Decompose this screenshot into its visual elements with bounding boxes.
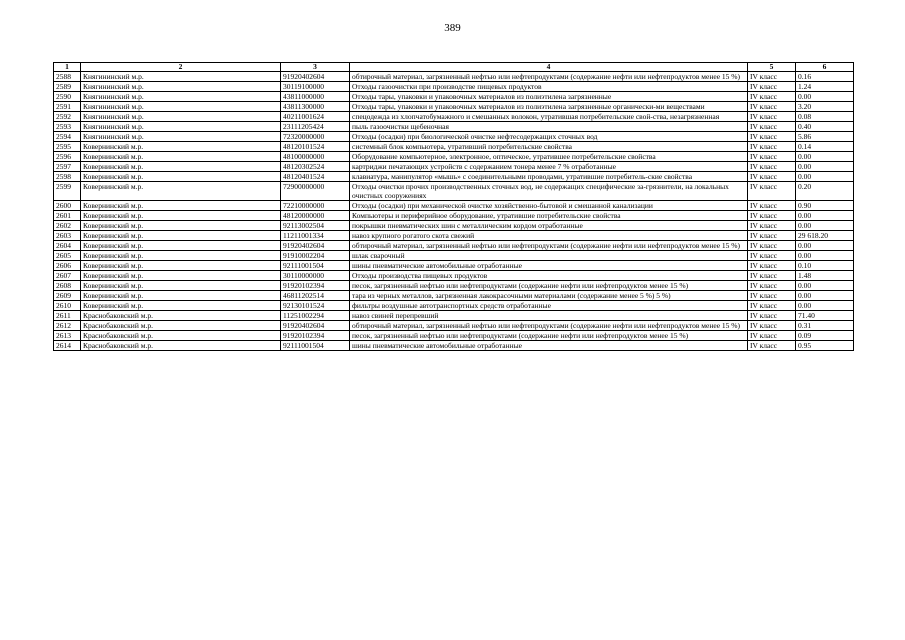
waste-code-cell: 46811202514 [281,291,350,301]
waste-name-cell: навоз свиней перепревший [350,311,748,321]
table-row [54,311,854,321]
row-number-cell: 2590 [54,92,81,102]
hazard-class-cell: IV класс [748,311,796,321]
amount-cell: 0.00 [796,221,854,231]
table-row [54,112,854,122]
district-cell: Ковернинский м.р. [81,241,281,251]
row-number-cell: 2600 [54,201,81,211]
hazard-class-cell: IV класс [748,301,796,311]
waste-code-cell: 72210000000 [281,201,350,211]
hazard-class-cell: IV класс [748,182,796,201]
waste-name-cell: Отходы тары, упаковки и упаковочных материалов из полиэтилена загрязненные органически-ми веществами [350,102,748,112]
waste-code-cell: 40211001624 [281,112,350,122]
waste-name-cell: Отходы очистки прочих производственных сточных вод, не содержащих специфические за-грязнители, на локальных очистных сооружениях [350,182,748,201]
row-number-cell: 2603 [54,231,81,241]
table-row [54,241,854,251]
amount-cell: 0.00 [796,301,854,311]
amount-cell: 0.00 [796,172,854,182]
district-cell: Ковернинский м.р. [81,231,281,241]
hazard-class-cell: IV класс [748,331,796,341]
header-cell: 3 [281,63,350,72]
row-number-cell: 2589 [54,82,81,92]
table-row [54,301,854,311]
hazard-class-cell: IV класс [748,132,796,142]
waste-name-cell: навоз крупного рогатого скота свежий [350,231,748,241]
table-row [54,132,854,142]
waste-code-cell: 43811300000 [281,102,350,112]
waste-code-cell: 48120101524 [281,142,350,152]
hazard-class-cell: IV класс [748,122,796,132]
hazard-class-cell: IV класс [748,271,796,281]
waste-name-cell: Отходы газоочистки при производстве пищевых продуктов [350,82,748,92]
table-body [54,72,854,351]
waste-name-cell: Отходы (осадки) при биологической очистке нефтесодержащих сточных вод [350,132,748,142]
waste-code-cell: 43811000000 [281,92,350,102]
amount-cell: 0.00 [796,92,854,102]
waste-code-cell: 92111001504 [281,261,350,271]
waste-code-cell: 11211001334 [281,231,350,241]
table-row [54,172,854,182]
amount-cell: 0.00 [796,291,854,301]
waste-name-cell: Отходы производства пищевых продуктов [350,271,748,281]
row-number-cell: 2596 [54,152,81,162]
amount-cell: 0.40 [796,122,854,132]
waste-name-cell: шины пневматические автомобильные отработанные [350,261,748,271]
district-cell: Ковернинский м.р. [81,251,281,261]
amount-cell: 0.90 [796,201,854,211]
table-row [54,271,854,281]
hazard-class-cell: IV класс [748,82,796,92]
amount-cell: 1.24 [796,82,854,92]
waste-name-cell: клавиатура, манипулятор «мышь» с соединительными проводами, утратившие потребитель-ские свойства [350,172,748,182]
waste-name-cell: пыль газоочистки щебеночная [350,122,748,132]
waste-name-cell: Оборудование компьютерное, электронное, оптическое, утратившее потребительские свойства [350,152,748,162]
header-cell: 4 [350,63,748,72]
waste-name-cell: шины пневматические автомобильные отработанные [350,341,748,351]
district-cell: Княгининский м.р. [81,72,281,82]
row-number-cell: 2598 [54,172,81,182]
district-cell: Ковернинский м.р. [81,162,281,172]
row-number-cell: 2612 [54,321,81,331]
waste-code-cell: 92130101524 [281,301,350,311]
amount-cell: 5.86 [796,132,854,142]
waste-name-cell: тара из черных металлов, загрязненная лакокрасочными материалами (содержание менее 5 %) 5 %) [350,291,748,301]
waste-name-cell: обтирочный материал, загрязненный нефтью или нефтепродуктами (содержание нефти или нефтепродуктов менее 15 %) [350,321,748,331]
header-cell: 5 [748,63,796,72]
waste-code-cell: 92111001504 [281,341,350,351]
district-cell: Краснобаковский м.р. [81,331,281,341]
waste-code-cell: 91920402604 [281,321,350,331]
hazard-class-cell: IV класс [748,162,796,172]
table-row [54,251,854,261]
table-row [54,201,854,211]
amount-cell: 0.10 [796,261,854,271]
header-cell: 2 [81,63,281,72]
district-cell: Ковернинский м.р. [81,301,281,311]
waste-name-cell: обтирочный материал, загрязненный нефтью или нефтепродуктами (содержание нефти или нефтепродуктов менее 15 %) [350,241,748,251]
hazard-class-cell: IV класс [748,142,796,152]
table-row [54,102,854,112]
waste-name-cell: спецодежда из хлопчатобумажного и смешанных волокон, утратившая потребительские свой-ства, незагрязненная [350,112,748,122]
waste-name-cell: обтирочный материал, загрязненный нефтью или нефтепродуктами (содержание нефти или нефтепродуктов менее 15 %) [350,72,748,82]
hazard-class-cell: IV класс [748,172,796,182]
waste-code-cell: 30119100000 [281,82,350,92]
waste-table [53,62,854,351]
table-row [54,261,854,271]
waste-code-cell: 72900000000 [281,182,350,201]
district-cell: Княгининский м.р. [81,132,281,142]
waste-code-cell: 92113002504 [281,221,350,231]
waste-name-cell: Отходы тары, упаковки и упаковочных материалов из полиэтилена загрязненные [350,92,748,102]
row-number-cell: 2602 [54,221,81,231]
waste-code-cell: 23111205424 [281,122,350,132]
table-row [54,321,854,331]
waste-code-cell: 91920102394 [281,331,350,341]
waste-code-cell: 30110000000 [281,271,350,281]
district-cell: Ковернинский м.р. [81,271,281,281]
table-row [54,221,854,231]
hazard-class-cell: IV класс [748,211,796,221]
row-number-cell: 2591 [54,102,81,112]
amount-cell: 0.20 [796,182,854,201]
district-cell: Ковернинский м.р. [81,211,281,221]
hazard-class-cell: IV класс [748,291,796,301]
row-number-cell: 2609 [54,291,81,301]
hazard-class-cell: IV класс [748,231,796,241]
waste-code-cell: 48120000000 [281,211,350,221]
header-cell: 6 [796,63,854,72]
table-row [54,152,854,162]
row-number-cell: 2606 [54,261,81,271]
row-number-cell: 2613 [54,331,81,341]
hazard-class-cell: IV класс [748,241,796,251]
amount-cell: 0.00 [796,211,854,221]
amount-cell: 29 618.20 [796,231,854,241]
amount-cell: 0.00 [796,251,854,261]
row-number-cell: 2614 [54,341,81,351]
district-cell: Краснобаковский м.р. [81,311,281,321]
row-number-cell: 2608 [54,281,81,291]
district-cell: Ковернинский м.р. [81,261,281,271]
district-cell: Княгининский м.р. [81,92,281,102]
waste-code-cell: 91920402604 [281,72,350,82]
hazard-class-cell: IV класс [748,251,796,261]
table-row [54,341,854,351]
row-number-cell: 2610 [54,301,81,311]
waste-code-cell: 48100000000 [281,152,350,162]
hazard-class-cell: IV класс [748,201,796,211]
district-cell: Княгининский м.р. [81,82,281,92]
hazard-class-cell: IV класс [748,72,796,82]
district-cell: Ковернинский м.р. [81,221,281,231]
row-number-cell: 2607 [54,271,81,281]
amount-cell: 71.40 [796,311,854,321]
table-row [54,211,854,221]
district-cell: Ковернинский м.р. [81,142,281,152]
district-cell: Ковернинский м.р. [81,152,281,162]
hazard-class-cell: IV класс [748,341,796,351]
waste-code-cell: 91920402604 [281,241,350,251]
waste-name-cell: системный блок компьютера, утративший потребительские свойства [350,142,748,152]
waste-code-cell: 48120302524 [281,162,350,172]
waste-code-cell: 11251002294 [281,311,350,321]
row-number-cell: 2593 [54,122,81,132]
hazard-class-cell: IV класс [748,221,796,231]
district-cell: Княгининский м.р. [81,122,281,132]
row-number-cell: 2594 [54,132,81,142]
amount-cell: 0.95 [796,341,854,351]
row-number-cell: 2604 [54,241,81,251]
waste-code-cell: 91910002204 [281,251,350,261]
table-row [54,122,854,132]
hazard-class-cell: IV класс [748,281,796,291]
hazard-class-cell: IV класс [748,261,796,271]
amount-cell: 0.00 [796,241,854,251]
amount-cell: 0.08 [796,112,854,122]
district-cell: Ковернинский м.р. [81,281,281,291]
amount-cell: 0.00 [796,281,854,291]
table-row [54,291,854,301]
table-row [54,231,854,241]
hazard-class-cell: IV класс [748,152,796,162]
table-row [54,92,854,102]
table-row [54,142,854,152]
hazard-class-cell: IV класс [748,112,796,122]
waste-name-cell: шлак сварочный [350,251,748,261]
amount-cell: 3.20 [796,102,854,112]
amount-cell: 0.00 [796,162,854,172]
district-cell: Княгининский м.р. [81,112,281,122]
row-number-cell: 2588 [54,72,81,82]
waste-name-cell: фильтры воздушные автотранспортных средств отработанные [350,301,748,311]
table-row [54,331,854,341]
district-cell: Княгининский м.р. [81,102,281,112]
waste-code-cell: 48120401524 [281,172,350,182]
waste-name-cell: песок, загрязненный нефтью или нефтепродуктами (содержание нефти или нефтепродуктов менее 15 %) [350,281,748,291]
waste-name-cell: Компьютеры и периферийное оборудование, утратившие потребительские свойства [350,211,748,221]
header-row [54,63,854,72]
row-number-cell: 2597 [54,162,81,172]
amount-cell: 0.09 [796,331,854,341]
table-row [54,182,854,201]
hazard-class-cell: IV класс [748,102,796,112]
amount-cell: 0.14 [796,142,854,152]
table-row [54,281,854,291]
header-cell: 1 [54,63,81,72]
district-cell: Ковернинский м.р. [81,172,281,182]
row-number-cell: 2592 [54,112,81,122]
amount-cell: 0.00 [796,152,854,162]
district-cell: Ковернинский м.р. [81,201,281,211]
hazard-class-cell: IV класс [748,321,796,331]
waste-name-cell: картриджи печатающих устройств с содержанием тонера менее 7 % отработанные [350,162,748,172]
district-cell: Краснобаковский м.р. [81,321,281,331]
row-number-cell: 2611 [54,311,81,321]
amount-cell: 0.16 [796,72,854,82]
row-number-cell: 2605 [54,251,81,261]
row-number-cell: 2601 [54,211,81,221]
waste-name-cell: песок, загрязненный нефтью или нефтепродуктами (содержание нефти или нефтепродуктов менее 15 %) [350,331,748,341]
waste-name-cell: покрышки пневматических шин с металлическим кордом отработанные [350,221,748,231]
table-row [54,72,854,82]
table-row [54,82,854,92]
waste-name-cell: Отходы (осадки) при механической очистке хозяйственно-бытовой и смешанной канализации [350,201,748,211]
district-cell: Ковернинский м.р. [81,291,281,301]
row-number-cell: 2595 [54,142,81,152]
amount-cell: 1.48 [796,271,854,281]
table-row [54,162,854,172]
page-number: 389 [444,22,461,34]
waste-code-cell: 72320000000 [281,132,350,142]
waste-code-cell: 91920102394 [281,281,350,291]
district-cell: Краснобаковский м.р. [81,341,281,351]
row-number-cell: 2599 [54,182,81,201]
district-cell: Ковернинский м.р. [81,182,281,201]
hazard-class-cell: IV класс [748,92,796,102]
amount-cell: 0.31 [796,321,854,331]
